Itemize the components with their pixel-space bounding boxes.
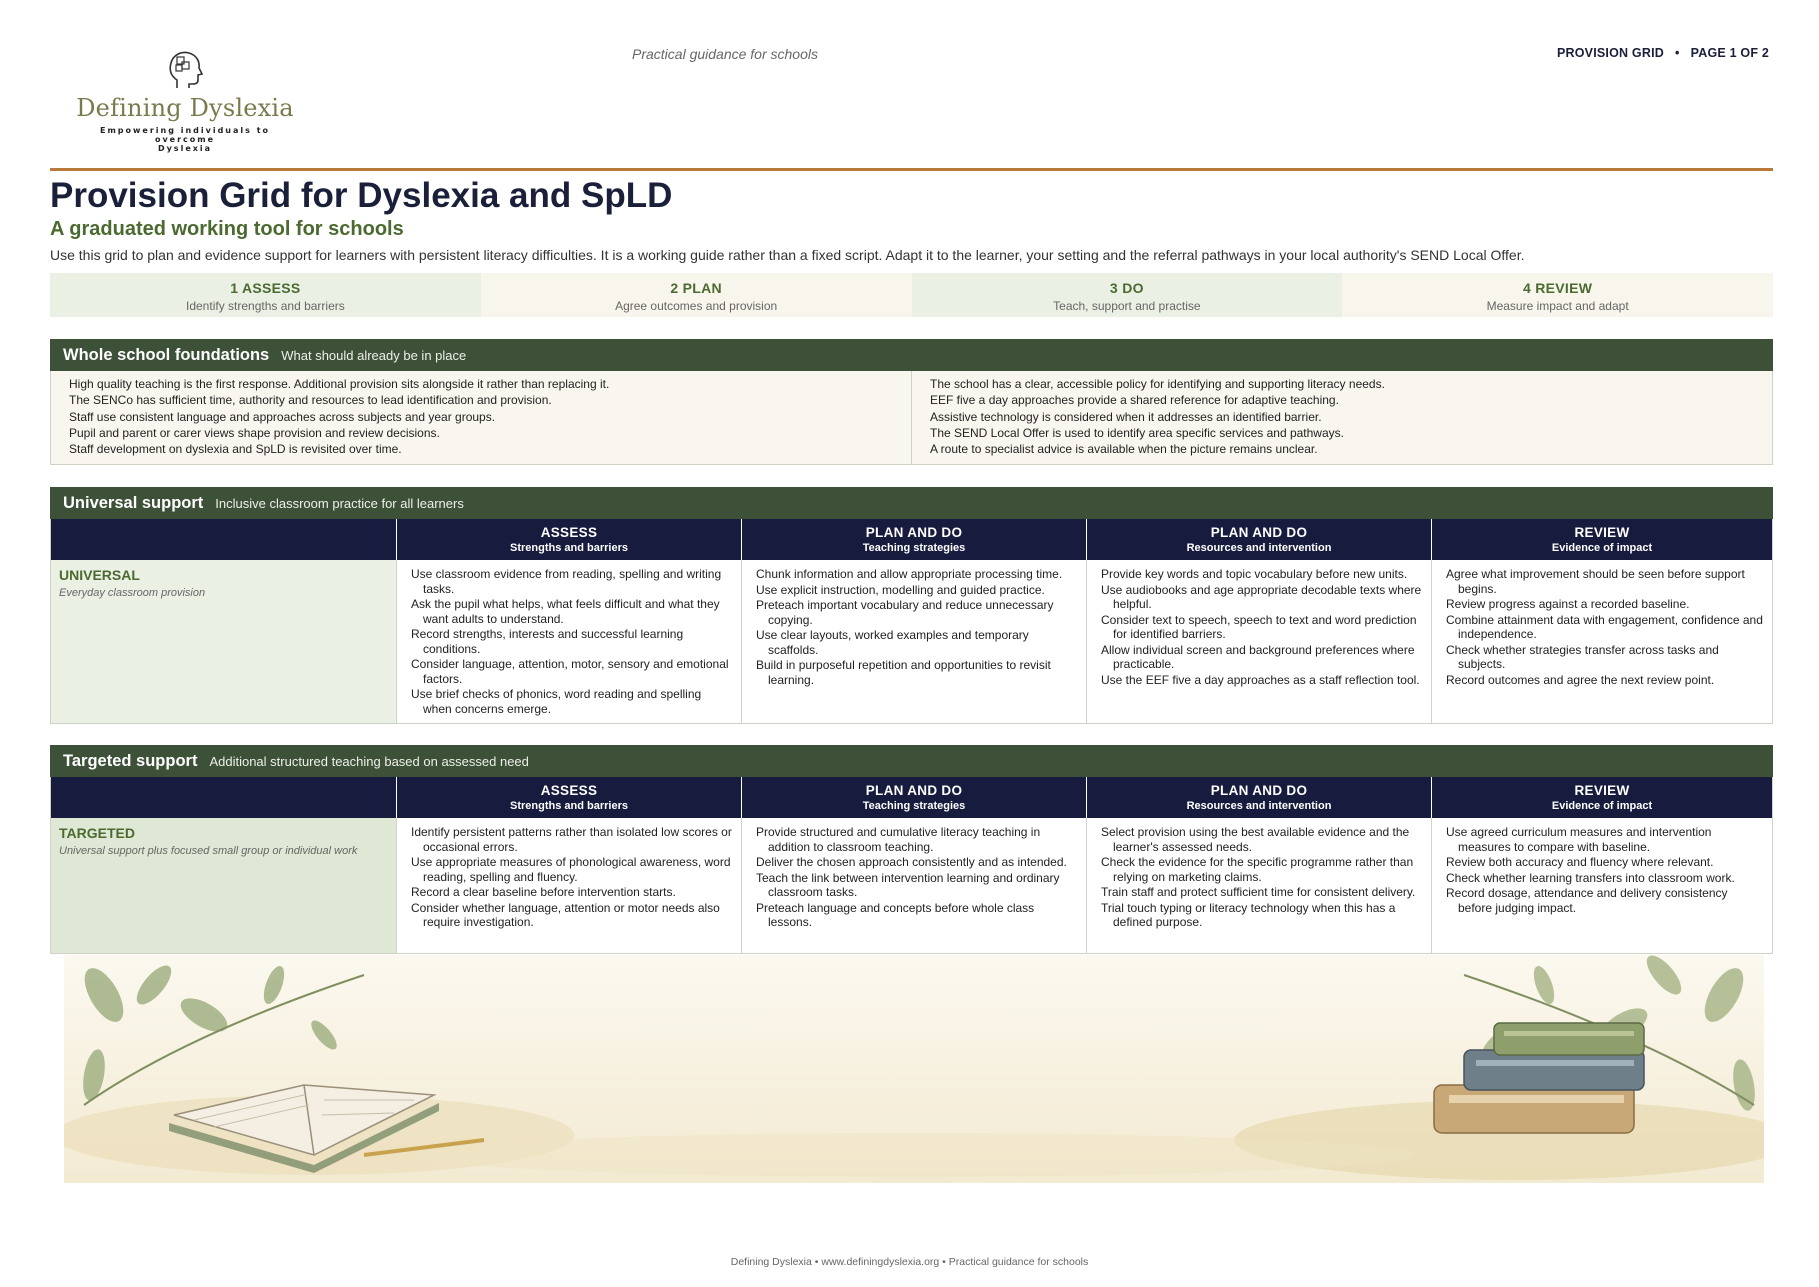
step-plan: 2 PLAN Agree outcomes and provision [481, 273, 912, 317]
list-item: Identify persistent patterns rather than isolated low scores or occasional errors. [411, 825, 732, 854]
level-cell-targeted: TARGETED Universal support plus focused small group or individual work [51, 818, 396, 953]
list-item: Preteach language and concepts before whole class lessons. [756, 900, 1035, 929]
list-item: Provide structured and cumulative literacy teaching in addition to classroom teaching. [756, 825, 1041, 854]
list-item: Combine attainment data with engagement, confidence and independence. [1446, 612, 1763, 641]
list-item: Use audiobooks and age appropriate decodable texts where helpful. [1101, 582, 1422, 611]
list-item: Train staff and protect sufficient time for consistent delivery. [1101, 885, 1416, 899]
universal-header: Universal support Inclusive classroom practice for all learners [50, 487, 1773, 519]
grid-column-headers [51, 777, 1772, 818]
list-item: Record a clear baseline before intervention starts. [411, 885, 676, 899]
brand-tagline: Empowering individuals to overcome Dyslexia [99, 126, 271, 153]
foundations-right-list [911, 371, 1772, 464]
grid-column-headers [51, 519, 1772, 560]
list-item: Agree what improvement should be seen before support begins. [1446, 567, 1745, 596]
list-item: High quality teaching is the first response. Additional provision sits alongside it rather than replacing it. [69, 377, 610, 391]
foundations-panel [50, 371, 1773, 465]
universal-review-cell [1431, 560, 1772, 723]
list-item: Use clear layouts, worked examples and temporary scaffolds. [756, 628, 1029, 657]
list-item: Consider whether language, attention or motor needs also require investigation. [411, 900, 720, 929]
page-label: PROVISION GRID [1556, 46, 1664, 60]
level-cell-universal: UNIVERSAL Everyday classroom provision [51, 560, 396, 723]
col-head-resources: PLAN AND DO Resources and intervention [1086, 519, 1431, 560]
foundations-header: Whole school foundations What should already be in place [50, 339, 1773, 371]
col-head-review: REVIEW Evidence of impact [1431, 777, 1772, 818]
list-item: Use explicit instruction, modelling and guided practice. [756, 582, 1045, 597]
header-tagline: Practical guidance for schools [632, 46, 818, 62]
universal-grid [50, 519, 1773, 724]
targeted-review-cell [1431, 818, 1772, 953]
list-item: Record outcomes and agree the next review point. [1446, 672, 1715, 687]
col-head-teaching: PLAN AND DO Teaching strategies [741, 519, 1086, 560]
col-head-review: REVIEW Evidence of impact [1431, 519, 1772, 560]
targeted-teaching-cell [741, 818, 1086, 953]
decorative-illustration [64, 955, 1764, 1183]
table-row [51, 818, 1772, 953]
separator: • [1675, 46, 1680, 60]
targeted-resources-cell [1086, 818, 1431, 953]
brand-name: Defining Dyslexia [76, 94, 294, 122]
table-row [51, 560, 1772, 723]
page-number: PAGE 1 OF 2 [1690, 46, 1769, 60]
list-item: Review progress against a recorded baseline. [1446, 597, 1690, 611]
list-item: Check the evidence for the specific programme rather than relying on marketing claims. [1101, 855, 1414, 884]
list-item: Check whether strategies transfer across tasks and subjects. [1446, 642, 1719, 671]
list-item: The SEND Local Offer is used to identify area specific services and pathways. [930, 425, 1344, 440]
col-head-assess: ASSESS Strengths and barriers [396, 519, 741, 560]
list-item: Use agreed curriculum measures and intervention measures to compare with baseline. [1446, 825, 1712, 854]
page-title: Provision Grid for Dyslexia and SpLD [50, 176, 673, 215]
list-item: Staff use consistent language and approaches across subjects and year groups. [69, 409, 496, 424]
list-item: A route to specialist advice is available when the picture remains unclear. [930, 442, 1318, 457]
list-item: Staff development on dyslexia and SpLD is revisited over time. [69, 442, 402, 457]
list-item: Deliver the chosen approach consistently and as intended. [756, 855, 1067, 869]
list-item: Ask the pupil what helps, what feels difficult and what they want adults to understand. [411, 597, 720, 626]
universal-assess-cell [396, 560, 741, 723]
list-item: Use brief checks of phonics, word reading and spelling when concerns emerge. [411, 687, 702, 716]
list-item: Teach the link between intervention learning and ordinary classroom tasks. [756, 870, 1060, 899]
list-item: Review both accuracy and fluency where relevant. [1446, 855, 1714, 869]
list-item: Use appropriate measures of phonological awareness, word reading, spelling and fluency. [411, 855, 731, 884]
intro-text: Use this grid to plan and evidence support for learners with persistent literacy difficulties. It is a working guide rather than a fixed script. Adapt it to the learner, your setting and the referral pathways in your local authority's SEND Local Offer. [50, 247, 1525, 263]
list-item: Consider language, attention, motor, sensory and emotional factors. [411, 657, 729, 686]
step-do: 3 DO Teach, support and practise [912, 273, 1343, 317]
process-steps [50, 273, 1773, 317]
list-item: The SENCo has sufficient time, authority and resources to lead identification and provision. [69, 393, 552, 408]
list-item: Check whether learning transfers into classroom work. [1446, 870, 1735, 885]
targeted-grid [50, 777, 1773, 954]
page-indicator [1557, 46, 1769, 60]
list-item: Consider text to speech, speech to text and word prediction for identified barriers. [1101, 612, 1417, 641]
list-item: Record dosage, attendance and delivery consistency before judging impact. [1446, 886, 1728, 915]
list-item: Assistive technology is considered when it addresses an identified barrier. [930, 409, 1322, 424]
list-item: Trial touch typing or literacy technology when this has a defined purpose. [1101, 900, 1396, 929]
list-item: Record strengths, interests and successful learning conditions. [411, 627, 684, 656]
list-item: Preteach important vocabulary and reduce unnecessary copying. [756, 598, 1054, 627]
targeted-header: Targeted support Additional structured teaching based on assessed need [50, 745, 1773, 777]
page-subtitle: A graduated working tool for schools [50, 218, 404, 240]
header-divider [50, 168, 1773, 171]
universal-resources-cell [1086, 560, 1431, 723]
list-item: The school has a clear, accessible policy for identifying and supporting literacy needs. [930, 377, 1385, 391]
col-head-teaching: PLAN AND DO Teaching strategies [741, 777, 1086, 818]
list-item: Provide key words and topic vocabulary before new units. [1101, 567, 1408, 581]
list-item: EEF five a day approaches provide a shared reference for adaptive teaching. [930, 393, 1339, 408]
col-head-assess: ASSESS Strengths and barriers [396, 777, 741, 818]
list-item: Build in purposeful repetition and opportunities to revisit learning. [756, 658, 1051, 687]
page-footer: Defining Dyslexia • www.definingdyslexia.org • Practical guidance for schools [730, 1256, 1089, 1268]
targeted-assess-cell [396, 818, 741, 953]
step-assess: 1 ASSESS Identify strengths and barriers [50, 273, 481, 317]
brand-logo [70, 48, 300, 153]
grid-head-blank [51, 519, 396, 560]
list-item: Allow individual screen and background preferences where practicable. [1101, 642, 1415, 671]
universal-teaching-cell [741, 560, 1086, 723]
grid-head-blank [51, 777, 396, 818]
foundations-left-list [51, 371, 911, 464]
list-item: Chunk information and allow appropriate processing time. [756, 567, 1063, 581]
list-item: Pupil and parent or carer views shape provision and review decisions. [69, 425, 440, 440]
page-header [0, 0, 1819, 170]
list-item: Use the EEF five a day approaches as a staff reflection tool. [1101, 672, 1420, 687]
col-head-resources: PLAN AND DO Resources and intervention [1086, 777, 1431, 818]
list-item: Select provision using the best available evidence and the learner's assessed needs. [1101, 825, 1410, 854]
step-review: 4 REVIEW Measure impact and adapt [1342, 273, 1773, 317]
list-item: Use classroom evidence from reading, spelling and writing tasks. [411, 567, 722, 596]
